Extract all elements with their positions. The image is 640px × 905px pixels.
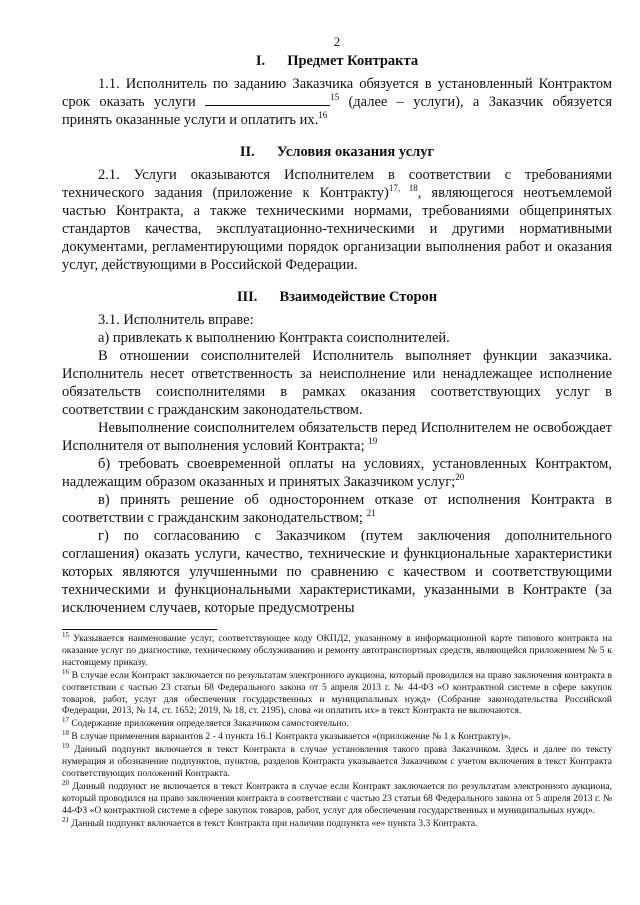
paragraph-text: Невыполнение соисполнителем обязательств перед Исполнителем не освобождает Исполнителя от выполнения условий Контракта;	[62, 420, 612, 454]
blank-line	[205, 93, 330, 106]
section-numeral: III.	[236, 289, 258, 305]
footnote-ref: 15	[330, 92, 340, 102]
paragraph-3-1: 3.1. Исполнитель вправе:	[98, 312, 254, 328]
footnote	[62, 633, 612, 669]
paragraph-2-1	[62, 166, 612, 274]
footnote-ref: 17, 18	[388, 183, 418, 193]
paragraph-3-1-v	[62, 491, 612, 527]
section-title: Взаимодействие Сторон	[279, 289, 438, 305]
footnote	[62, 718, 612, 730]
footnote	[62, 731, 612, 743]
paragraph-subcontractors: В отношении соисполнителей Исполнитель выполняет функции заказчика. Исполнитель несет ответственность за неисполнение или ненадлежащее исполнение обязательств соисполнителями в рамках оказания соответствующих услуг в соответствии с гражданским законодательством.	[62, 348, 612, 418]
footnote	[62, 667, 612, 718]
paragraph-text: б) требовать своевременной оплаты на условиях, установленных Контрактом, надлежащим образом оказанных и принятых Заказчиком услуг;	[62, 456, 612, 490]
footnote-number: 21	[62, 815, 69, 824]
paragraph-3-1-g: г) по согласованию с Заказчиком (путем заключения дополнительного соглашения) оказать услуги, качество, технические и функциональные характеристики которых являются улучшенными по сравнению с качеством и соответствующими техническими и функциональными характеристиками, указанными в Контракте (за исключением случаев, которые предусмотрены	[62, 528, 612, 616]
footnotes	[62, 633, 612, 831]
footnote	[62, 744, 612, 780]
section-title: Условия оказания услуг	[276, 144, 435, 160]
footnote-text: В случае если Контракт заключается по результатам электронного аукциона, который проводился на право заключения контракта в соответствии с частью 23 статьи 68 Федерального закона от 5 апреля 2013 г. № 44-ФЗ «О контрактной системе в сфере закупок товаров, работ, услуг для обеспечения государственных и муниципальных нужд» (Собрание законодательства Российской Федерации, 2013, № 14, ст. 1652; 2019, № 18, ст. 2195), слова «и оплатить их» в текст Контракта не включаются.	[62, 669, 612, 717]
section-title: Предмет Контракта	[287, 53, 419, 69]
paragraph-nonperformance	[62, 419, 612, 455]
section-heading-3	[62, 288, 612, 306]
section-numeral: I.	[255, 53, 266, 69]
paragraph-text: , являющегося неотъемлемой частью Контракта, а также техническими нормами, требованиями общепринятых стандартов качества, эксплуатационно-техническими и другими нормативными документами, регламентирующими порядок организации выполнения работ и оказания услуг, действующими в Российской Федерации.	[62, 185, 612, 273]
footnote-number: 17	[62, 716, 69, 725]
footnote-text: Данный подпункт не включается в текст Контракта в случае если Контракт заключается по результатам электронного аукциона, который проводился на право заключения контракта в соответствии с частью 23 статьи 68 Федерального закона от 5 апреля 2013 г. № 44-ФЗ «О контрактной системе в сфере закупок товаров, работ, услуг для обеспечения государственных и муниципальных нужд».	[62, 780, 612, 816]
document-page	[62, 34, 612, 617]
footnote-text: Данный подпункт включается в текст Контракта в случае установления такого права Заказчиком. Здесь и далее по тексту нумерация и обозначение подпунктов, пунктов, разделов Контракта указывается Заказчиком с учетом включения в текст Контракта соответствующих положений Контракта.	[62, 744, 612, 779]
footnote-text: Указывается наименование услуг, соответствующее коду ОКПД2, указанному в информационной карте типового контракта на оказание услуг по диагностике, техническому обслуживанию и ремонту автотранспортных средств, являющейся приложением № 5 к настоящему приказу.	[62, 633, 612, 668]
section-heading-2	[62, 143, 612, 161]
footnote-number: 18	[62, 729, 69, 738]
footnote-separator	[62, 629, 217, 630]
footnote-ref: 16	[318, 110, 328, 120]
paragraph-3-1-b	[62, 455, 612, 491]
paragraph-3-1-a: а) привлекать к выполнению Контракта соисполнителей.	[98, 330, 450, 346]
footnote-number: 15	[62, 631, 69, 639]
footnote	[62, 778, 612, 817]
footnote-ref: 19	[368, 436, 378, 446]
paragraph-text: (далее – услуги), а Заказчик обязуется принять оказанные услуги и оплатить их.	[62, 94, 612, 128]
footnote-text: В случае применения вариантов 2 - 4 пункта 16.1 Контракта указывается «(приложение № 1 к Контракту)».	[69, 731, 511, 743]
paragraph-text: 2.1. Услуги оказываются Исполнителем в соответствии с требованиями технического задания (приложение к Контракту)	[62, 167, 612, 201]
paragraph-1-1	[62, 75, 612, 129]
paragraph-text: 1.1. Исполнитель по заданию Заказчика обязуется в установленный Контрактом срок оказать услуги	[62, 76, 612, 110]
footnote	[62, 815, 612, 830]
page-number: 2	[333, 34, 341, 49]
footnote-text: Содержание приложения определяется Заказчиком самостоятельно.	[69, 718, 349, 730]
footnote-number: 20	[62, 778, 69, 787]
footnote-number: 16	[62, 667, 69, 676]
footnote-ref: 20	[455, 472, 465, 482]
section-heading-1	[62, 52, 612, 70]
footnote-text: Данный подпункт включается в текст Контракта при наличии подпункта «е» пункта 3.3 Контракта.	[69, 817, 478, 829]
section-numeral: II.	[239, 144, 255, 160]
footnote-number: 19	[62, 742, 69, 751]
paragraph-text: в) принять решение об одностороннем отказе от исполнения Контракта в соответствии с гражданским законодательством;	[62, 492, 612, 526]
footnote-ref: 21	[366, 508, 376, 518]
